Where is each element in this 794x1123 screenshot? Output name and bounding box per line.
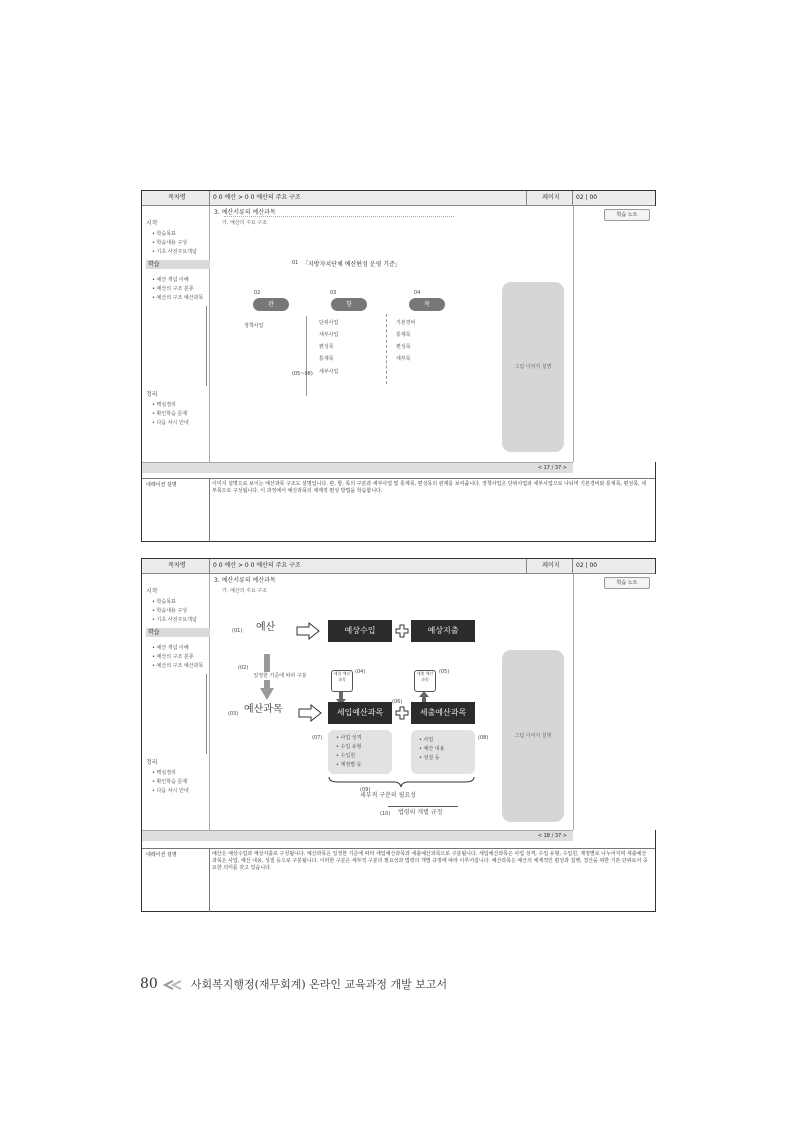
list-item: • 사업 [419, 737, 434, 743]
header-label: 목차명 [142, 191, 210, 205]
study-note-button[interactable]: 학습 노트 [604, 577, 650, 589]
left-menu [142, 574, 210, 830]
expense-subject-box: 세출 예산 과목 [414, 670, 436, 692]
content-area [210, 574, 572, 830]
tag: (09) [360, 787, 371, 793]
menu-section-start: 시작 [146, 220, 158, 227]
diagram-tag: 01 [292, 260, 299, 266]
study-note-button[interactable]: 학습 노트 [604, 209, 650, 221]
content-subtitle: 가. 예산의 주요 구조 [222, 220, 267, 226]
content-title: 3. 예산서류의 예산과목 [214, 577, 276, 584]
page-indicator[interactable]: < 17 / 37 > [537, 465, 567, 471]
page-number: 80 [140, 976, 158, 992]
right-panel [573, 574, 656, 830]
tag: (04) [355, 669, 366, 675]
tag: (05) [439, 669, 450, 675]
tag: (02) [238, 665, 249, 671]
budget-label: 예산 [256, 622, 276, 633]
pill-gwan: 관 [253, 298, 289, 311]
expense-list [411, 730, 475, 774]
narration-text: 예산은 예상수입과 예상지출로 구성됩니다. 예산과목은 일정한 기준에 따라 세입예산과목과 세출예산과목으로 구분됩니다. 세입예산과목은 사업 성격, 수입 유형, 수입원, 계정별로 나누어지며 세출예산과목은 사업, 예산 내용, 성질 등으로 구분됩니다. 이러한 구분은 세부적 구분의 필요성과 법령의 개별 규정에 따라 이루어집니다. 예산과목은 예산의 체계적인 편성과 집행, 결산을 위한 기본 단위로서 중요한 의미를 갖고 있습니다. [212, 851, 648, 871]
criteria-note: 일정한 기준에 따라 구분 [250, 672, 310, 680]
list-item: • 성질 등 [419, 755, 440, 761]
diagram-tag: 02 [254, 290, 261, 296]
menu-section-learn: 학습 [146, 260, 210, 269]
mid-column-item: 편성목 [319, 344, 334, 350]
menu-item[interactable]: • 기초 사전주요개념 [152, 249, 197, 255]
page-indicator[interactable]: < 18 / 37 > [537, 833, 567, 839]
diagram-top-label: 「지방자치단체 예산편성 운영 기준」 [302, 261, 401, 268]
right-panel [573, 206, 656, 462]
tag: (06) [392, 699, 403, 705]
panel-header [142, 559, 655, 574]
narration-label: 내레이션 설명 [142, 479, 210, 542]
menu-item-active[interactable]: • 예산의 구조 예산과목 [152, 663, 204, 669]
mid-column-item: 단위사업 [319, 320, 339, 326]
storyboard-panel-2 [141, 558, 656, 912]
mid-tag: (05~08) [292, 371, 313, 377]
menu-divider [146, 674, 207, 754]
tag: (08) [478, 735, 489, 741]
expense-box: 예상지출 [411, 620, 475, 642]
menu-item[interactable]: • 예산 개념 이해 [152, 277, 189, 283]
menu-item[interactable]: • 핵심정리 [152, 402, 176, 408]
narration-box [142, 478, 655, 542]
content-area [210, 206, 572, 462]
chevron-left-icon [163, 980, 185, 990]
menu-divider [146, 306, 207, 386]
menu-item[interactable]: • 다음 차시 안내 [152, 420, 189, 426]
menu-item[interactable]: • 예산 개념 이해 [152, 645, 189, 651]
menu-section-end: 정리 [146, 391, 158, 398]
arrow-right-icon [298, 704, 322, 722]
menu-item[interactable]: • 학습목표 [152, 231, 176, 237]
plus-icon [395, 624, 409, 638]
report-title: 사회복지행정(재무회계) 온라인 교육과정 개발 보고서 [190, 978, 448, 991]
tag: (10) [380, 811, 391, 817]
income-subject-box: 세입 예산 과목 [331, 670, 353, 692]
menu-item[interactable]: • 학습내용 구성 [152, 240, 188, 246]
narration-box [142, 848, 655, 912]
content-subtitle: 가. 예산의 주요 구조 [222, 588, 267, 594]
expense-detail-box: 세출예산과목 [411, 702, 475, 724]
storyboard-panel-1 [141, 190, 656, 542]
list-item: • 수입 유형 [336, 744, 362, 750]
menu-item-active[interactable]: • 예산의 구조 예산과목 [152, 295, 204, 301]
list-item: • 수입원 [336, 753, 356, 759]
revenue-box: 예상수입 [328, 620, 392, 642]
right-column-item: 세부목 [396, 356, 411, 362]
divider-line [386, 314, 387, 384]
image-placeholder: 그림 이미지 설명 [502, 282, 564, 452]
menu-item[interactable]: • 학습목표 [152, 599, 176, 605]
narration-label: 내레이션 설명 [142, 849, 210, 912]
list-item: • 사업 성격 [336, 735, 362, 741]
list-item: • 예산 내용 [419, 746, 445, 752]
pill-mok: 목 [409, 298, 445, 311]
menu-item[interactable]: • 다음 차시 안내 [152, 788, 189, 794]
right-column-item: 기본경비 [396, 320, 416, 326]
menu-item[interactable]: • 기초 사전주요개념 [152, 617, 197, 623]
brace-icon [328, 776, 475, 788]
diagram-tag: 03 [330, 290, 337, 296]
left-menu [142, 206, 210, 462]
image-placeholder: 그림 이미지 설명 [502, 650, 564, 822]
header-page-label: 페이지 [527, 559, 573, 573]
header-breadcrumb: 0 0 예산 > 0 0 예산의 주요 구조 [210, 191, 527, 205]
list-item: • 계정별 등 [336, 762, 362, 768]
menu-section-learn: 학습 [146, 628, 210, 637]
content-title: 3. 예산서류의 예산과목 [214, 209, 276, 216]
tag: (03) [228, 711, 239, 717]
menu-item[interactable]: • 확인학습 문제 [152, 779, 188, 785]
pill-hang: 항 [331, 298, 367, 311]
right-column-item: 편성목 [396, 344, 411, 350]
header-page-label: 페이지 [527, 191, 573, 205]
subject-label: 예산과목 [244, 704, 283, 715]
bracket-line [306, 316, 307, 396]
mid-column-item: 통계목 [319, 356, 334, 362]
page-nav [142, 462, 573, 473]
mid-column-item: 세부사업 [319, 332, 339, 338]
mid-column-item: 세부사업 [319, 369, 339, 375]
left-column-item: 정책사업 [244, 323, 264, 329]
tag: (01) [232, 628, 243, 634]
header-breadcrumb: 0 0 예산 > 0 0 예산의 주요 구조 [210, 559, 527, 573]
page-footer [140, 976, 447, 992]
narration-text: 이미지 설명으로 보이는 예산과목 구조도 설명입니다. 관, 항, 목의 구분과 세부사업 및 통계목, 편성목의 관계를 보여줍니다. 정책사업은 단위사업과 세부사업으로 나뉘며 기본경비와 통계목, 편성목, 세부목으로 구성됩니다. 이 과정에서 예산과목의 체계적 편성 방법을 학습합니다. [212, 481, 647, 494]
menu-item[interactable]: • 확인학습 문제 [152, 411, 188, 417]
menu-item[interactable]: • 핵심정리 [152, 770, 176, 776]
income-detail-box: 세입예산과목 [328, 702, 392, 724]
title-rule [224, 216, 454, 217]
menu-section-start: 시작 [146, 588, 158, 595]
menu-section-end: 정리 [146, 759, 158, 766]
header-label: 목차명 [142, 559, 210, 573]
diagram-tag: 04 [414, 290, 421, 296]
plus-icon [395, 706, 409, 720]
menu-item[interactable]: • 예산의 구조 분류 [152, 654, 194, 660]
brace-label: 세부적 구분의 필요성 [360, 792, 416, 799]
income-list [328, 730, 392, 774]
header-page-number: 02 | 00 [576, 194, 598, 201]
law-rule [388, 806, 458, 807]
header-page-number: 02 | 00 [576, 562, 598, 569]
panel-header [142, 191, 655, 206]
right-column-item: 통계목 [396, 332, 411, 338]
page-nav [142, 830, 573, 841]
menu-item[interactable]: • 학습내용 구성 [152, 608, 188, 614]
menu-item[interactable]: • 예산의 구조 분류 [152, 286, 194, 292]
arrow-right-icon [296, 622, 320, 640]
law-label: 법령의 개별 규정 [398, 809, 443, 816]
tag: (07) [312, 735, 323, 741]
